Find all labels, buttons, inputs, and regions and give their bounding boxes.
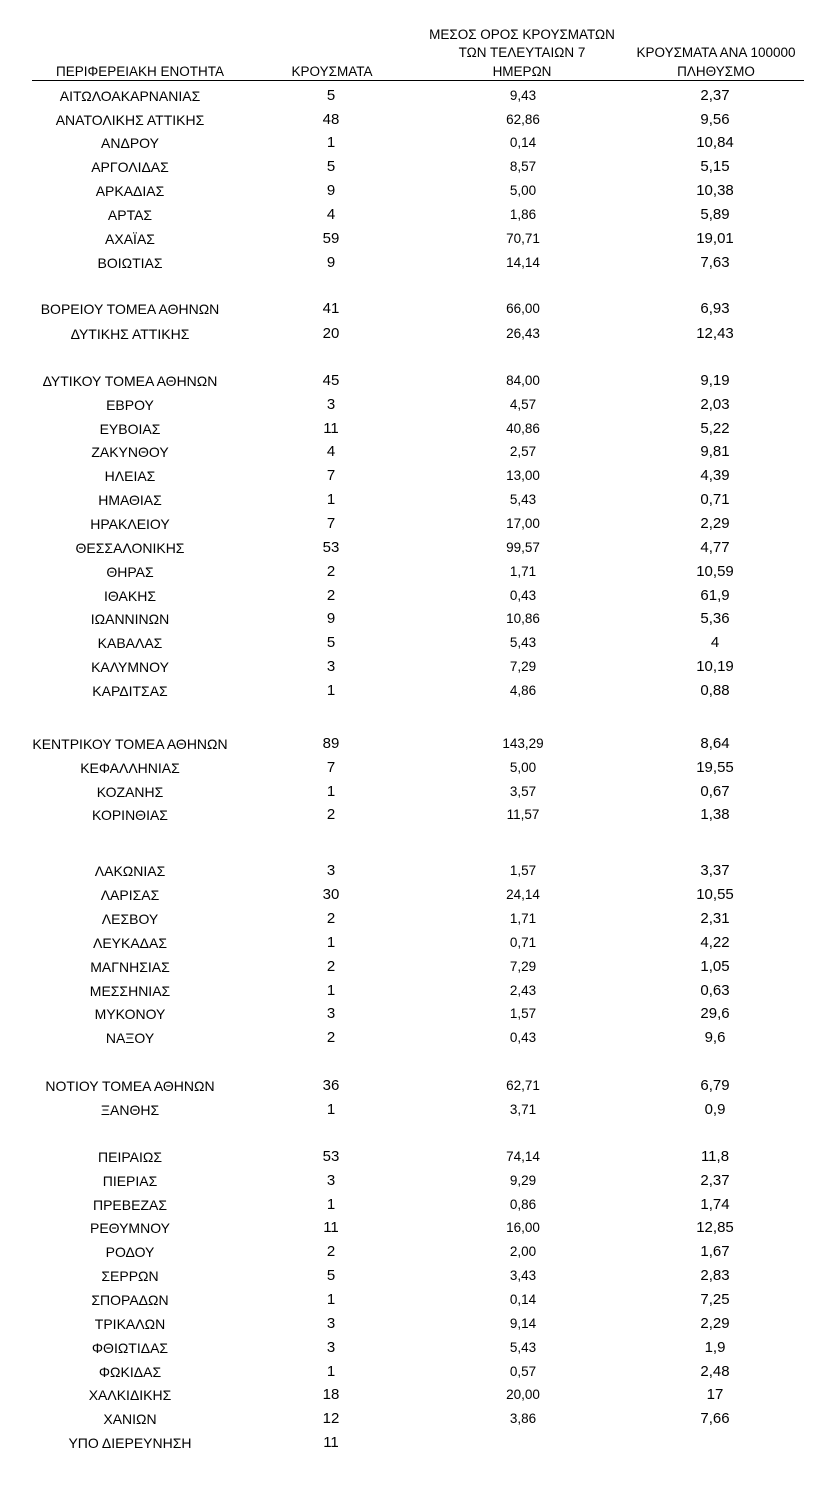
cell-cases: 45: [322, 372, 340, 389]
cell-per100k: 2,37: [700, 1172, 730, 1189]
cell-cases: 3: [326, 1005, 336, 1022]
cell-per100k: 9,19: [700, 372, 730, 389]
cell-per100k: 0,9: [704, 1101, 726, 1118]
cell-cases: 2: [326, 563, 336, 580]
cell-cases: 3: [326, 1315, 336, 1332]
cell-region: ΑΡΤΑΣ: [107, 207, 153, 223]
cell-avg7: 0,71: [509, 935, 537, 950]
cell-cases: 5: [326, 158, 336, 175]
header-per100k-line2: ΠΛΗΘΥΣΜΟ: [677, 64, 755, 79]
cell-avg7: 0,43: [509, 588, 537, 603]
cell-avg7: 1,57: [509, 1006, 537, 1021]
cell-per100k: 19,55: [696, 759, 734, 776]
cell-region: ΑΧΑΪΑΣ: [105, 231, 155, 247]
cell-per100k: 1,9: [704, 1339, 726, 1356]
cell-avg7: 3,71: [509, 1102, 537, 1117]
cell-per100k: 1,74: [700, 1196, 730, 1213]
cell-cases: 2: [326, 958, 336, 975]
cell-region: ΥΠΟ ΔΙΕΡΕΥΝΗΣΗ: [68, 1435, 192, 1451]
header-region: ΠΕΡΙΦΕΡΕΙΑΚΗ ΕΝΟΤΗΤΑ: [55, 64, 225, 79]
cell-per100k: 0,67: [700, 783, 730, 800]
cell-avg7: 3,43: [509, 1268, 537, 1283]
cell-avg7: 0,43: [509, 1030, 537, 1045]
cell-region: ΠΡΕΒΕΖΑΣ: [92, 1197, 167, 1213]
cell-region: ΘΗΡΑΣ: [106, 564, 154, 580]
cell-region: ΑΝΔΡΟΥ: [101, 135, 159, 151]
cell-avg7: 1,71: [509, 911, 537, 926]
cell-cases: 9: [326, 610, 336, 627]
cell-cases: 3: [326, 862, 336, 879]
cell-avg7: 2,00: [509, 1244, 537, 1259]
cell-cases: 4: [326, 206, 336, 223]
cell-per100k: 4,39: [700, 467, 730, 484]
cell-per100k: 2,29: [700, 1315, 730, 1332]
cell-per100k: 4: [710, 634, 720, 651]
cell-cases: 36: [322, 1077, 340, 1094]
cell-cases: 1: [326, 982, 336, 999]
cell-per100k: 7,63: [700, 254, 730, 271]
cell-cases: 1: [326, 1363, 336, 1380]
cell-avg7: 7,29: [509, 959, 537, 974]
cell-avg7: 99,57: [506, 540, 540, 555]
cell-per100k: 17: [706, 1386, 724, 1403]
header-per100k-line1: ΚΡΟΥΣΜΑΤΑ ΑΝΑ 100000: [636, 45, 796, 60]
cell-cases: 41: [322, 300, 340, 317]
cell-avg7: 5,43: [509, 1340, 537, 1355]
cell-region: ΙΩΑΝΝΙΝΩΝ: [90, 611, 170, 627]
cell-per100k: 9,6: [704, 1029, 726, 1046]
cell-cases: 1: [326, 934, 336, 951]
cell-cases: 1: [326, 1196, 336, 1213]
cell-per100k: 7,25: [700, 1291, 730, 1308]
cell-per100k: 10,55: [696, 886, 734, 903]
cell-avg7: 1,86: [509, 207, 537, 222]
cell-per100k: 10,38: [696, 182, 734, 199]
cell-region: ΤΡΙΚΑΛΩΝ: [94, 1316, 166, 1332]
cell-per100k: 5,89: [700, 206, 730, 223]
cell-cases: 2: [326, 1029, 336, 1046]
cell-avg7: 0,86: [509, 1197, 537, 1212]
cell-region: ΛΕΣΒΟΥ: [101, 911, 159, 927]
cell-avg7: 5,00: [509, 760, 537, 775]
cell-region: ΚΕΝΤΡΙΚΟΥ ΤΟΜΕΑ ΑΘΗΝΩΝ: [32, 736, 228, 752]
cell-region: ΑΝΑΤΟΛΙΚΗΣ ΑΤΤΙΚΗΣ: [55, 112, 205, 128]
cell-region: ΦΩΚΙΔΑΣ: [98, 1364, 162, 1380]
cell-cases: 30: [322, 886, 340, 903]
cell-per100k: 0,63: [700, 982, 730, 999]
header-avg7-line3: ΗΜΕΡΩΝ: [492, 64, 552, 79]
cell-region: ΘΕΣΣΑΛΟΝΙΚΗΣ: [75, 540, 185, 556]
cell-per100k: 12,85: [696, 1219, 734, 1236]
cell-cases: 2: [326, 806, 336, 823]
cell-region: ΔΥΤΙΚΟΥ ΤΟΜΕΑ ΑΘΗΝΩΝ: [42, 373, 218, 389]
cell-avg7: 5,00: [509, 183, 537, 198]
cell-region: ΙΘΑΚΗΣ: [104, 588, 156, 604]
cell-region: ΚΟΡΙΝΘΙΑΣ: [92, 807, 168, 823]
cell-cases: 1: [326, 783, 336, 800]
cell-region: ΛΕΥΚΑΔΑΣ: [92, 935, 168, 951]
cell-region: ΧΑΝΙΩΝ: [103, 1411, 157, 1427]
cell-cases: 12: [322, 1410, 340, 1427]
cell-cases: 2: [326, 1243, 336, 1260]
cell-region: ΣΕΡΡΩΝ: [101, 1268, 159, 1284]
cell-cases: 89: [322, 735, 340, 752]
cell-cases: 3: [326, 1339, 336, 1356]
cell-region: ΑΡΓΟΛΙΔΑΣ: [91, 159, 169, 175]
cell-per100k: 2,83: [700, 1267, 730, 1284]
cell-per100k: 8,64: [700, 735, 730, 752]
cell-avg7: 70,71: [506, 231, 540, 246]
cell-per100k: 2,48: [700, 1363, 730, 1380]
cell-region: ΛΑΡΙΣΑΣ: [100, 887, 160, 903]
cell-cases: 48: [322, 111, 340, 128]
cell-avg7: 7,29: [509, 659, 537, 674]
cell-avg7: 10,86: [506, 611, 540, 626]
cell-avg7: 4,86: [509, 683, 537, 698]
cell-per100k: 2,29: [700, 515, 730, 532]
cell-per100k: 4,77: [700, 539, 730, 556]
cell-cases: 3: [326, 658, 336, 675]
cell-region: ΦΘΙΩΤΙΔΑΣ: [91, 1340, 169, 1356]
cell-avg7: 24,14: [506, 887, 540, 902]
cell-avg7: 9,43: [509, 88, 537, 103]
cell-region: ΚΑΛΥΜΝΟΥ: [91, 659, 169, 675]
cell-per100k: 11,8: [700, 1148, 730, 1165]
cell-per100k: 2,03: [700, 396, 730, 413]
cell-avg7: 9,29: [509, 1173, 537, 1188]
cell-per100k: 5,36: [700, 610, 730, 627]
cell-cases: 2: [326, 910, 336, 927]
cell-avg7: 14,14: [506, 255, 540, 270]
cell-cases: 11: [323, 1219, 339, 1236]
cell-avg7: 0,57: [509, 1364, 537, 1379]
cell-avg7: 40,86: [506, 421, 540, 436]
cell-region: ΛΑΚΩΝΙΑΣ: [94, 863, 166, 879]
cell-avg7: 3,57: [509, 784, 537, 799]
cell-cases: 5: [326, 87, 336, 104]
cell-cases: 1: [326, 1291, 336, 1308]
cell-region: ΣΠΟΡΑΔΩΝ: [91, 1292, 169, 1308]
cell-per100k: 10,59: [696, 563, 734, 580]
cell-cases: 7: [326, 759, 336, 776]
cell-region: ΡΟΔΟΥ: [105, 1244, 155, 1260]
cell-avg7: 17,00: [506, 516, 540, 531]
cell-cases: 3: [326, 396, 336, 413]
cell-per100k: 5,15: [700, 158, 730, 175]
cell-region: ΠΕΙΡΑΙΩΣ: [98, 1149, 162, 1165]
cell-region: ΜΥΚΟΝΟΥ: [94, 1006, 166, 1022]
cell-region: ΧΑΛΚΙΔΙΚΗΣ: [88, 1387, 172, 1403]
cell-avg7: 20,00: [506, 1387, 540, 1402]
cell-per100k: 9,81: [700, 443, 730, 460]
cell-cases: 20: [322, 325, 340, 342]
cell-region: ΒΟΙΩΤΙΑΣ: [97, 255, 163, 271]
cell-region: ΚΕΦΑΛΛΗΝΙΑΣ: [80, 760, 180, 776]
cell-avg7: 1,57: [509, 863, 537, 878]
header-cases: ΚΡΟΥΣΜΑΤΑ: [291, 64, 373, 79]
cell-avg7: 11,57: [506, 807, 540, 822]
cell-cases: 7: [326, 515, 336, 532]
header-avg7-line2: ΤΩΝ ΤΕΛΕΥΤΑΙΩΝ 7: [458, 45, 586, 60]
cell-region: ΜΑΓΝΗΣΙΑΣ: [90, 959, 170, 975]
cell-region: ΞΑΝΘΗΣ: [100, 1102, 160, 1118]
cell-avg7: 8,57: [509, 159, 537, 174]
cell-cases: 18: [322, 1386, 340, 1403]
cell-avg7: 143,29: [502, 736, 544, 751]
cell-per100k: 12,43: [696, 325, 734, 342]
cell-cases: 9: [326, 254, 336, 271]
cell-avg7: 66,00: [506, 301, 540, 316]
cell-cases: 1: [326, 134, 336, 151]
cell-region: ΕΒΡΟΥ: [106, 397, 154, 413]
cell-avg7: 5,43: [509, 492, 537, 507]
cell-cases: 11: [323, 1434, 339, 1451]
cell-region: ΒΟΡΕΙΟΥ ΤΟΜΕΑ ΑΘΗΝΩΝ: [40, 301, 220, 317]
cell-avg7: 74,14: [506, 1149, 540, 1164]
cell-per100k: 0,88: [700, 682, 730, 699]
cell-per100k: 1,67: [700, 1243, 730, 1260]
cell-cases: 53: [322, 1148, 340, 1165]
cell-region: ΗΜΑΘΙΑΣ: [98, 492, 162, 508]
cell-cases: 1: [326, 491, 336, 508]
header-rule: [32, 80, 804, 81]
cell-region: ΑΙΤΩΛΟΑΚΑΡΝΑΝΙΑΣ: [59, 88, 201, 104]
cell-avg7: 0,14: [509, 1292, 537, 1307]
cell-avg7: 62,86: [506, 112, 540, 127]
cell-per100k: 5,22: [700, 420, 730, 437]
cell-region: ΝΟΤΙΟΥ ΤΟΜΕΑ ΑΘΗΝΩΝ: [45, 1078, 215, 1094]
cell-avg7: 26,43: [506, 326, 540, 341]
cell-cases: 5: [326, 1267, 336, 1284]
cell-region: ΡΕΘΥΜΝΟΥ: [89, 1220, 170, 1236]
cell-region: ΑΡΚΑΔΙΑΣ: [95, 183, 165, 199]
cell-cases: 7: [326, 467, 336, 484]
cell-per100k: 1,38: [700, 806, 730, 823]
cell-region: ΗΛΕΙΑΣ: [104, 468, 156, 484]
cell-per100k: 10,19: [696, 658, 734, 675]
cell-avg7: 0,14: [509, 135, 537, 150]
cell-region: ΜΕΣΣΗΝΙΑΣ: [89, 983, 171, 999]
cell-avg7: 13,00: [506, 468, 540, 483]
cell-region: ΚΟΖΑΝΗΣ: [96, 784, 164, 800]
cell-per100k: 6,79: [700, 1077, 730, 1094]
header-avg7-line1: ΜΕΣΟΣ ΟΡΟΣ ΚΡΟΥΣΜΑΤΩΝ: [429, 27, 615, 42]
cell-per100k: 0,71: [700, 491, 730, 508]
cell-region: ΖΑΚΥΝΘΟΥ: [91, 444, 169, 460]
cell-region: ΚΑΒΑΛΑΣ: [97, 635, 163, 651]
cell-per100k: 1,05: [700, 958, 730, 975]
cell-region: ΕΥΒΟΙΑΣ: [99, 421, 161, 437]
cell-cases: 3: [326, 1172, 336, 1189]
cell-cases: 59: [322, 230, 340, 247]
cell-per100k: 19,01: [696, 230, 734, 247]
cell-per100k: 2,31: [700, 910, 730, 927]
cell-cases: 4: [326, 443, 336, 460]
cell-avg7: 5,43: [509, 635, 537, 650]
cell-avg7: 3,86: [509, 1411, 537, 1426]
cell-per100k: 4,22: [700, 934, 730, 951]
cell-region: ΚΑΡΔΙΤΣΑΣ: [92, 683, 168, 699]
cell-per100k: 9,56: [700, 111, 730, 128]
cell-per100k: 61,9: [700, 587, 730, 604]
cell-avg7: 1,71: [509, 564, 537, 579]
cell-cases: 11: [323, 420, 339, 437]
cell-per100k: 29,6: [700, 1005, 730, 1022]
cell-avg7: 9,14: [509, 1316, 537, 1331]
cell-cases: 1: [326, 682, 336, 699]
cell-region: ΝΑΞΟΥ: [105, 1030, 155, 1046]
cell-per100k: 10,84: [696, 134, 734, 151]
cell-cases: 53: [322, 539, 340, 556]
cell-per100k: 3,37: [700, 862, 730, 879]
cell-avg7: 62,71: [506, 1078, 540, 1093]
cell-region: ΔΥΤΙΚΗΣ ΑΤΤΙΚΗΣ: [70, 326, 190, 342]
cell-avg7: 2,57: [509, 444, 537, 459]
cell-cases: 5: [326, 634, 336, 651]
cell-cases: 1: [326, 1101, 336, 1118]
cell-avg7: 4,57: [509, 397, 537, 412]
cell-cases: 2: [326, 587, 336, 604]
cell-per100k: 2,37: [700, 87, 730, 104]
cell-region: ΗΡΑΚΛΕΙΟΥ: [90, 516, 170, 532]
cell-per100k: 7,66: [700, 1410, 730, 1427]
cell-avg7: 84,00: [506, 373, 540, 388]
cell-avg7: 2,43: [509, 983, 537, 998]
cell-per100k: 6,93: [700, 300, 730, 317]
cell-avg7: 16,00: [506, 1220, 540, 1235]
cell-region: ΠΙΕΡΙΑΣ: [102, 1173, 158, 1189]
cell-cases: 9: [326, 182, 336, 199]
